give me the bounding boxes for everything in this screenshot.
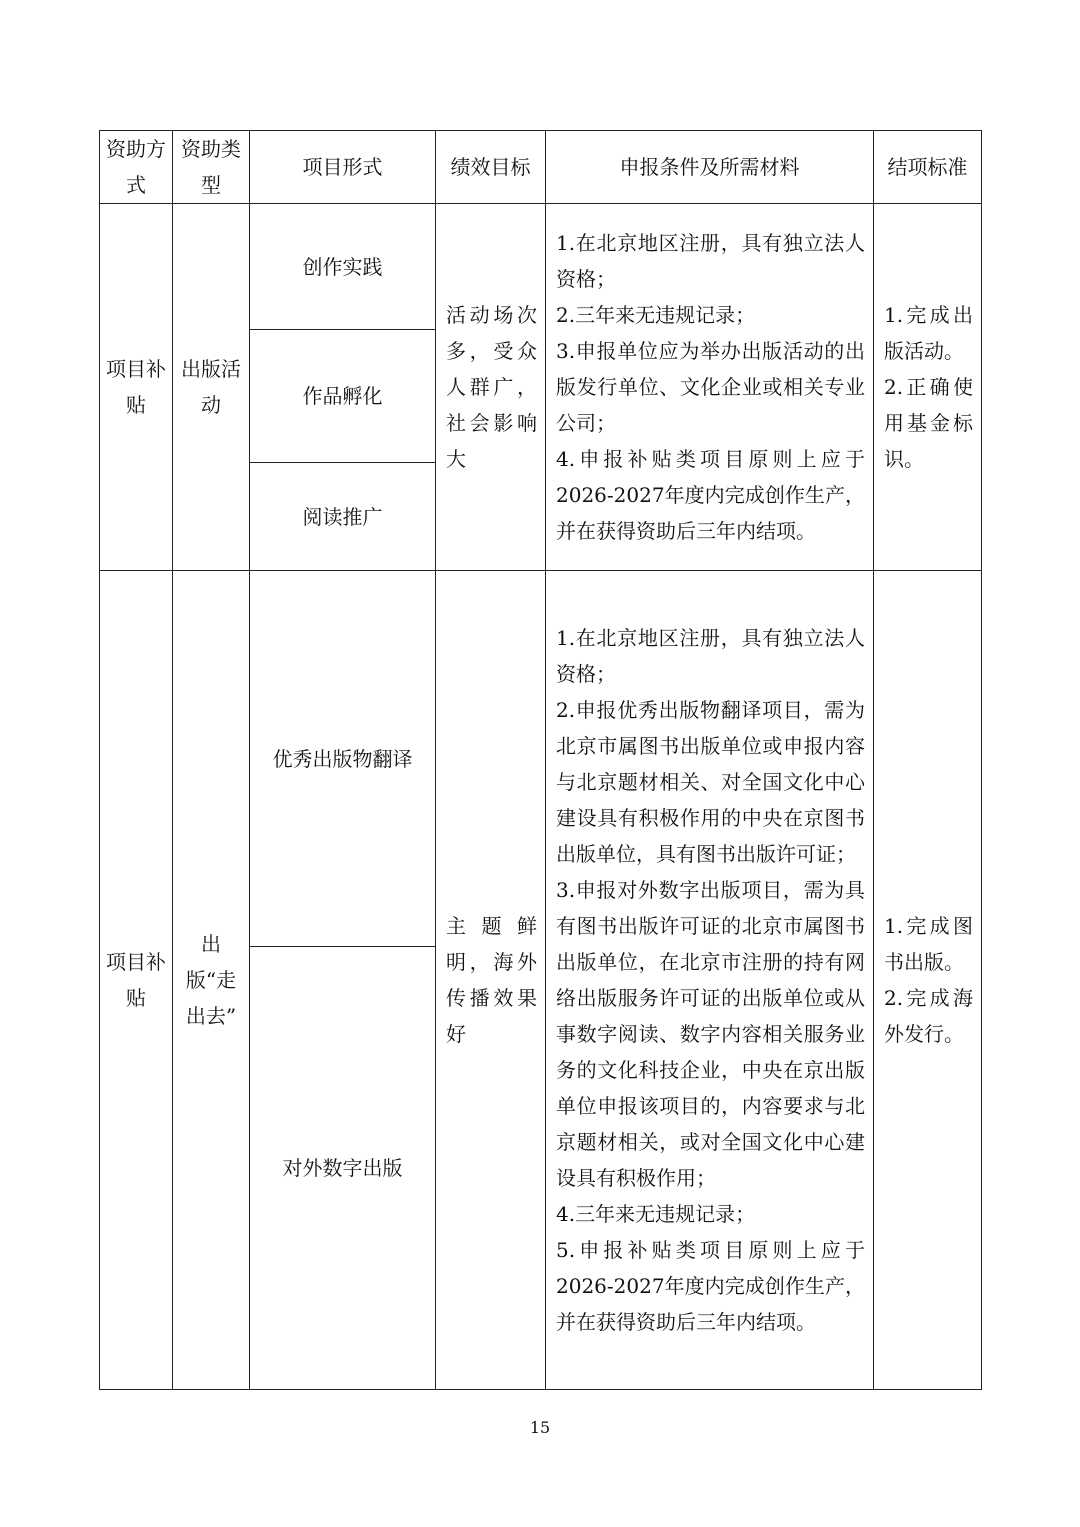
table-row [100, 204, 982, 330]
funding-table [99, 130, 982, 1390]
cell-standard: 1.完成图书出版。 2.完成海外发行。 [874, 571, 982, 1390]
header-cell-goal: 绩效目标 [436, 131, 546, 204]
cell-goal: 主题鲜明，海外传播效果好 [436, 571, 546, 1390]
cell-requirements: 1.在北京地区注册，具有独立法人资格； 2.三年来无违规记录； 3.申报单位应为举办出版活动的出版发行单位、文化企业或相关专业公司； 4.申报补贴类项目原则上应于2026-2027年度内完成创作生产，并在获得资助后三年内结项。 [546, 204, 874, 571]
cell-form: 作品孵化 [250, 330, 436, 463]
header-cell-form: 项目形式 [250, 131, 436, 204]
header-cell-method: 资助方式 [100, 131, 173, 204]
page-number: 15 [529, 1418, 551, 1437]
table-row [100, 571, 982, 947]
cell-form: 对外数字出版 [250, 947, 436, 1390]
cell-form: 阅读推广 [250, 463, 436, 571]
header-cell-requirements: 申报条件及所需材料 [546, 131, 874, 204]
cell-type: 出版活动 [173, 204, 250, 571]
cell-form: 创作实践 [250, 204, 436, 330]
header-cell-type: 资助类型 [173, 131, 250, 204]
header-cell-standard: 结项标准 [874, 131, 982, 204]
cell-goal: 活动场次多，受众人群广，社会影响大 [436, 204, 546, 571]
cell-method: 项目补贴 [100, 571, 173, 1390]
cell-type: 出版“走出去” [173, 571, 250, 1390]
cell-requirements: 1.在北京地区注册，具有独立法人资格； 2.申报优秀出版物翻译项目，需为北京市属图书出版单位或申报内容与北京题材相关、对全国文化中心建设具有积极作用的中央在京图书出版单位，具有图书出版许可证； 3.申报对外数字出版项目，需为具有图书出版许可证的北京市属图书出版单位，在北京市注册的持有网络出版服务许可证的出版单位或从事数字阅读、数字内容相关服务业务的文化科技企业，中央在京出版单位申报该项目的，内容要求与北京题材相关，或对全国文化中心建设具有积极作用； 4.三年来无违规记录； 5.申报补贴类项目原则上应于2026-2027年度内完成创作生产，并在获得资助后三年内结项。 [546, 571, 874, 1390]
cell-form: 优秀出版物翻译 [250, 571, 436, 947]
cell-method: 项目补贴 [100, 204, 173, 571]
header-row [100, 131, 982, 204]
cell-standard: 1.完成出版活动。 2.正确使用基金标识。 [874, 204, 982, 571]
